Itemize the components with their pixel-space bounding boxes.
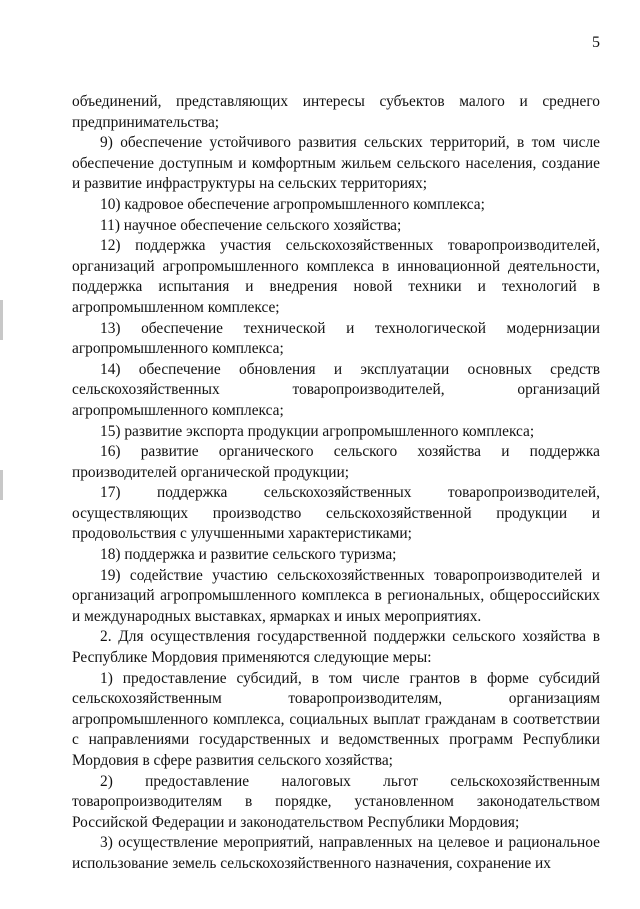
paragraph: 18) поддержка и развитие сельского туризма; <box>100 546 397 564</box>
paragraph: 14) обеспечение обновления и эксплуатации основных средств сельскохозяйственных товаропроизводителей, организаций агропромышленного комплекса; <box>72 360 600 419</box>
scan-edge-mark <box>0 470 3 500</box>
paragraph: 16) развитие органического сельского хозяйства и поддержка производителей органической продукции; <box>72 443 600 481</box>
paragraph: 11) научное обеспечение сельского хозяйства; <box>100 216 402 234</box>
paragraph: 15) развитие экспорта продукции агропромышленного комплекса; <box>100 422 535 440</box>
paragraph: 9) обеспечение устойчивого развития сельских территорий, в том числе обеспечение доступным и комфортным жильем сельского населения, создание и развитие инфраструктуры на сельских территориях; <box>72 134 600 193</box>
paragraph: 19) содействие участию сельскохозяйственных товаропроизводителей и организаций агропромышленного комплекса в региональных, общероссийских и международных выставках, ярмарках и иных мероприятиях. <box>72 566 600 625</box>
paragraph: 2. Для осуществления государственной поддержки сельского хозяйства в Республике Мордовия применяются следующие меры: <box>72 628 600 667</box>
page-number: 5 <box>592 34 600 51</box>
paragraph: 13) обеспечение технической и технологической модернизации агропромышленного комплекса; <box>72 319 600 358</box>
paragraph: 12) поддержка участия сельскохозяйственных товаропроизводителей, организаций агропромышленного комплекса в инновационной деятельности, поддержка испытания и внедрения новой техники и технологий в агропромышленном комплексе; <box>72 237 600 316</box>
paragraph: 1) предоставление субсидий, в том числе грантов в форме субсидий сельскохозяйственным товаропроизводителям, организациям агропромышленного комплекса, социальных выплат гражданам в соответствии с направлениями государственных и ведомственных программ Республики Мордовия в сфере развития сельского хозяйства; <box>72 669 600 769</box>
paragraph: 17) поддержка сельскохозяйственных товаропроизводителей, осуществляющих производство сельскохозяйственной продукции и продовольствия с улучшенными характеристиками; <box>72 484 600 543</box>
paragraph: объединений, представляющих интересы субъектов малого и среднего предпринимательства; <box>72 93 600 131</box>
document-body <box>72 92 600 875</box>
paragraph: 2) предоставление налоговых льгот сельскохозяйственным товаропроизводителям в порядке, установленном законодательством Российской Федерации и законодательством Республики Мордовия; <box>72 772 600 831</box>
paragraph: 3) осуществление мероприятий, направленных на целевое и рациональное использование земель сельскохозяйственного назначения, сохранение их <box>72 834 600 872</box>
scan-edge-mark <box>0 300 3 340</box>
paragraph: 10) кадровое обеспечение агропромышленного комплекса; <box>100 195 485 213</box>
